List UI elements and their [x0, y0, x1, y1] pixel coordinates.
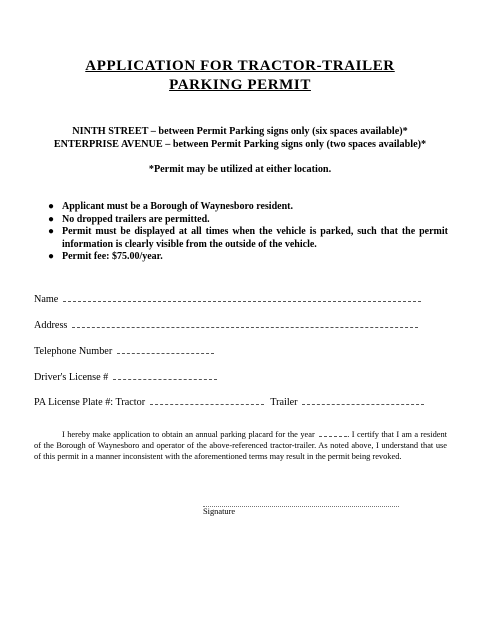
year-field[interactable] [319, 429, 347, 437]
tractor-plate-label: PA License Plate #: Tractor [34, 397, 146, 408]
bullet-icon: ● [48, 201, 55, 212]
license-row [34, 370, 217, 384]
location-enterprise-avenue: ENTERPRISE AVENUE – between Permit Parking signs only (two spaces available)* [53, 139, 427, 150]
page-title: APPLICATION FOR TRACTOR-TRAILER [85, 58, 395, 74]
requirements-list [48, 201, 448, 264]
name-label: Name [34, 294, 59, 305]
list-item: ● Applicant must be a Borough of Waynesboro resident. [48, 201, 293, 212]
bullet-icon: ● [48, 226, 55, 238]
signature-label: Signature [203, 507, 236, 516]
list-item: ● Permit must be displayed at all times when the vehicle is parked, such that the permit information is clearly visible from the outside of the vehicle. [48, 226, 448, 250]
telephone-field[interactable] [117, 344, 214, 354]
certification-text-start: I hereby make application to obtain an annual parking placard for the year [62, 430, 315, 439]
tractor-plate-field[interactable] [150, 395, 264, 405]
page-subtitle: PARKING PERMIT [169, 77, 311, 93]
license-field[interactable] [113, 370, 217, 380]
plate-row [34, 395, 424, 409]
certification-text-end: . I certify that I am a resident of the Borough of Waynesboro and operator of the above-referenced tractor-trailer. As noted above, I understand that use of this permit in a manner inconsistent with the aforementioned terms may result in the permit being revoked. [34, 430, 448, 461]
address-label: Address [34, 320, 68, 331]
license-label: Driver's License # [34, 372, 109, 383]
bullet-icon: ● [48, 251, 55, 263]
name-row [34, 292, 421, 306]
location-note: *Permit may be utilized at either location. [148, 164, 332, 175]
telephone-row [34, 344, 214, 358]
list-item: ● Permit fee: $75.00/year. [48, 251, 163, 263]
trailer-plate-field[interactable] [302, 395, 424, 405]
location-ninth-street: NINTH STREET – between Permit Parking signs only (six spaces available)* [72, 126, 408, 137]
list-item: ● No dropped trailers are permitted. [48, 213, 210, 225]
certification-statement [34, 429, 447, 462]
telephone-label: Telephone Number [34, 346, 113, 357]
name-field[interactable] [63, 292, 421, 302]
address-field[interactable] [72, 318, 418, 328]
trailer-plate-label: Trailer [270, 397, 298, 408]
bullet-icon: ● [48, 213, 55, 225]
address-row [34, 318, 418, 332]
